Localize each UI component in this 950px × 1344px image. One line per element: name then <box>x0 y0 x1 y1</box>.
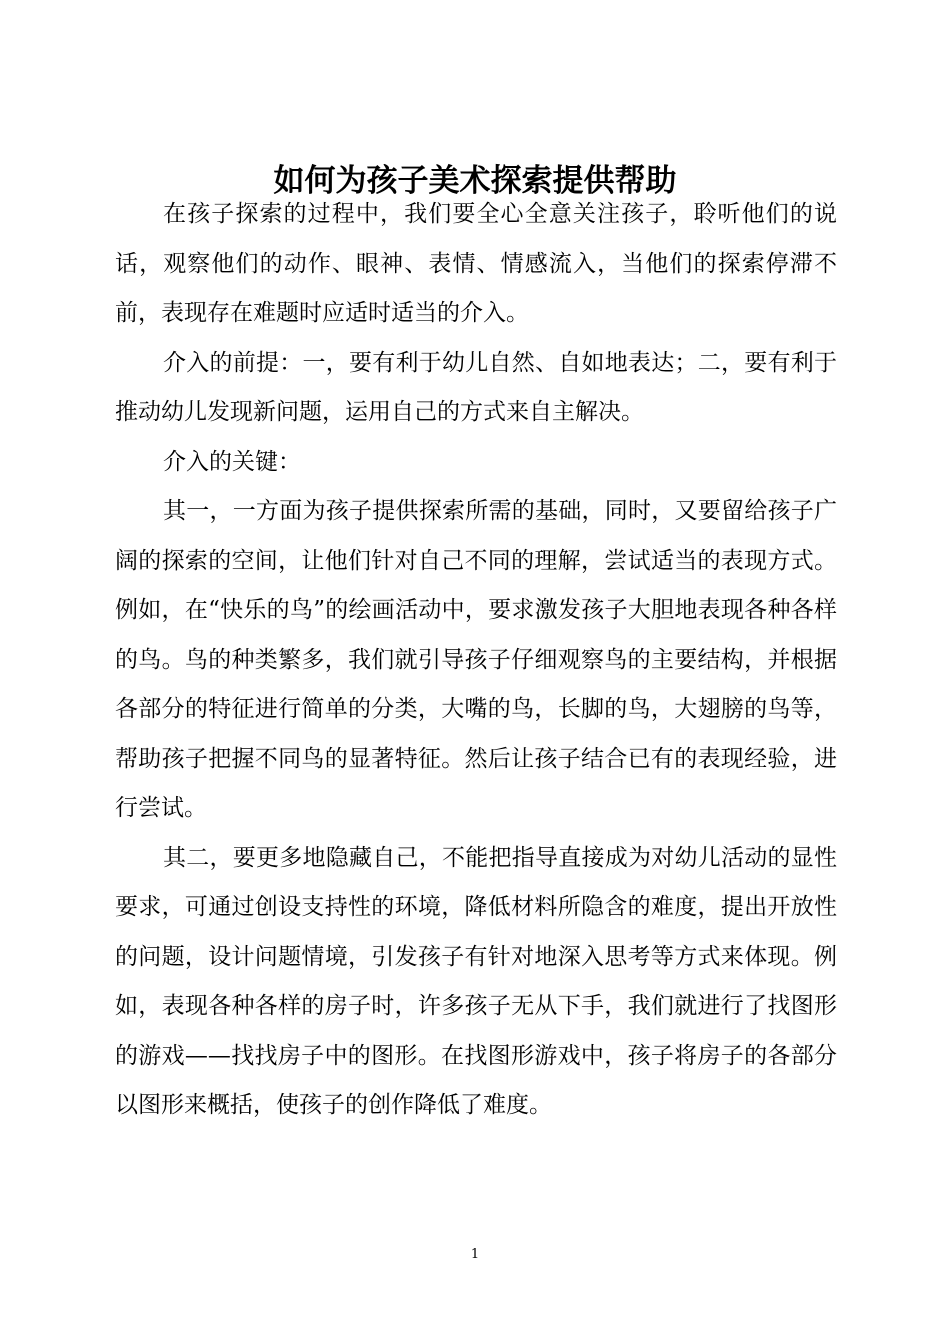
paragraph-premise: 介入的前提：一，要有利于幼儿自然、自如地表达；二，要有利于推动幼儿发现新问题，运用自己的方式来自主解决。 <box>115 349 837 425</box>
paragraph-key-heading: 介入的关键： <box>163 448 301 475</box>
page-number: 1 <box>470 1247 480 1262</box>
document-body <box>115 190 837 1131</box>
paragraph-intro: 在孩子探索的过程中，我们要全心全意关注孩子，聆听他们的说话，观察他们的动作、眼神、表情、情感流入，当他们的探索停滞不前，表现存在难题时应适时适当的介入。 <box>115 201 837 326</box>
document-title: 如何为孩子美术探索提供帮助 <box>273 162 677 199</box>
paragraph-first-point: 其一，一方面为孩子提供探索所需的基础，同时，又要留给孩子广阔的探索的空间，让他们针对自己不同的理解，尝试适当的表现方式。例如，在“快乐的鸟”的绘画活动中，要求激发孩子大胆地表现各种各样的鸟。鸟的种类繁多，我们就引导孩子仔细观察鸟的主要结构，并根据各部分的特征进行简单的分类，大嘴的鸟，长脚的鸟，大翅膀的鸟等，帮助孩子把握不同鸟的显著特征。然后让孩子结合已有的表现经验，进行尝试。 <box>115 498 837 821</box>
paragraph-second-point: 其二，要更多地隐藏自己，不能把指导直接成为对幼儿活动的显性要求，可通过创设支持性的环境，降低材料所隐含的难度，提出开放性的问题，设计问题情境，引发孩子有针对地深入思考等方式来体现。例如，表现各种各样的房子时，许多孩子无从下手，我们就进行了找图形的游戏——找找房子中的图形。在找图形游戏中，孩子将房子的各部分以图形来概括，使孩子的创作降低了难度。 <box>115 844 837 1118</box>
